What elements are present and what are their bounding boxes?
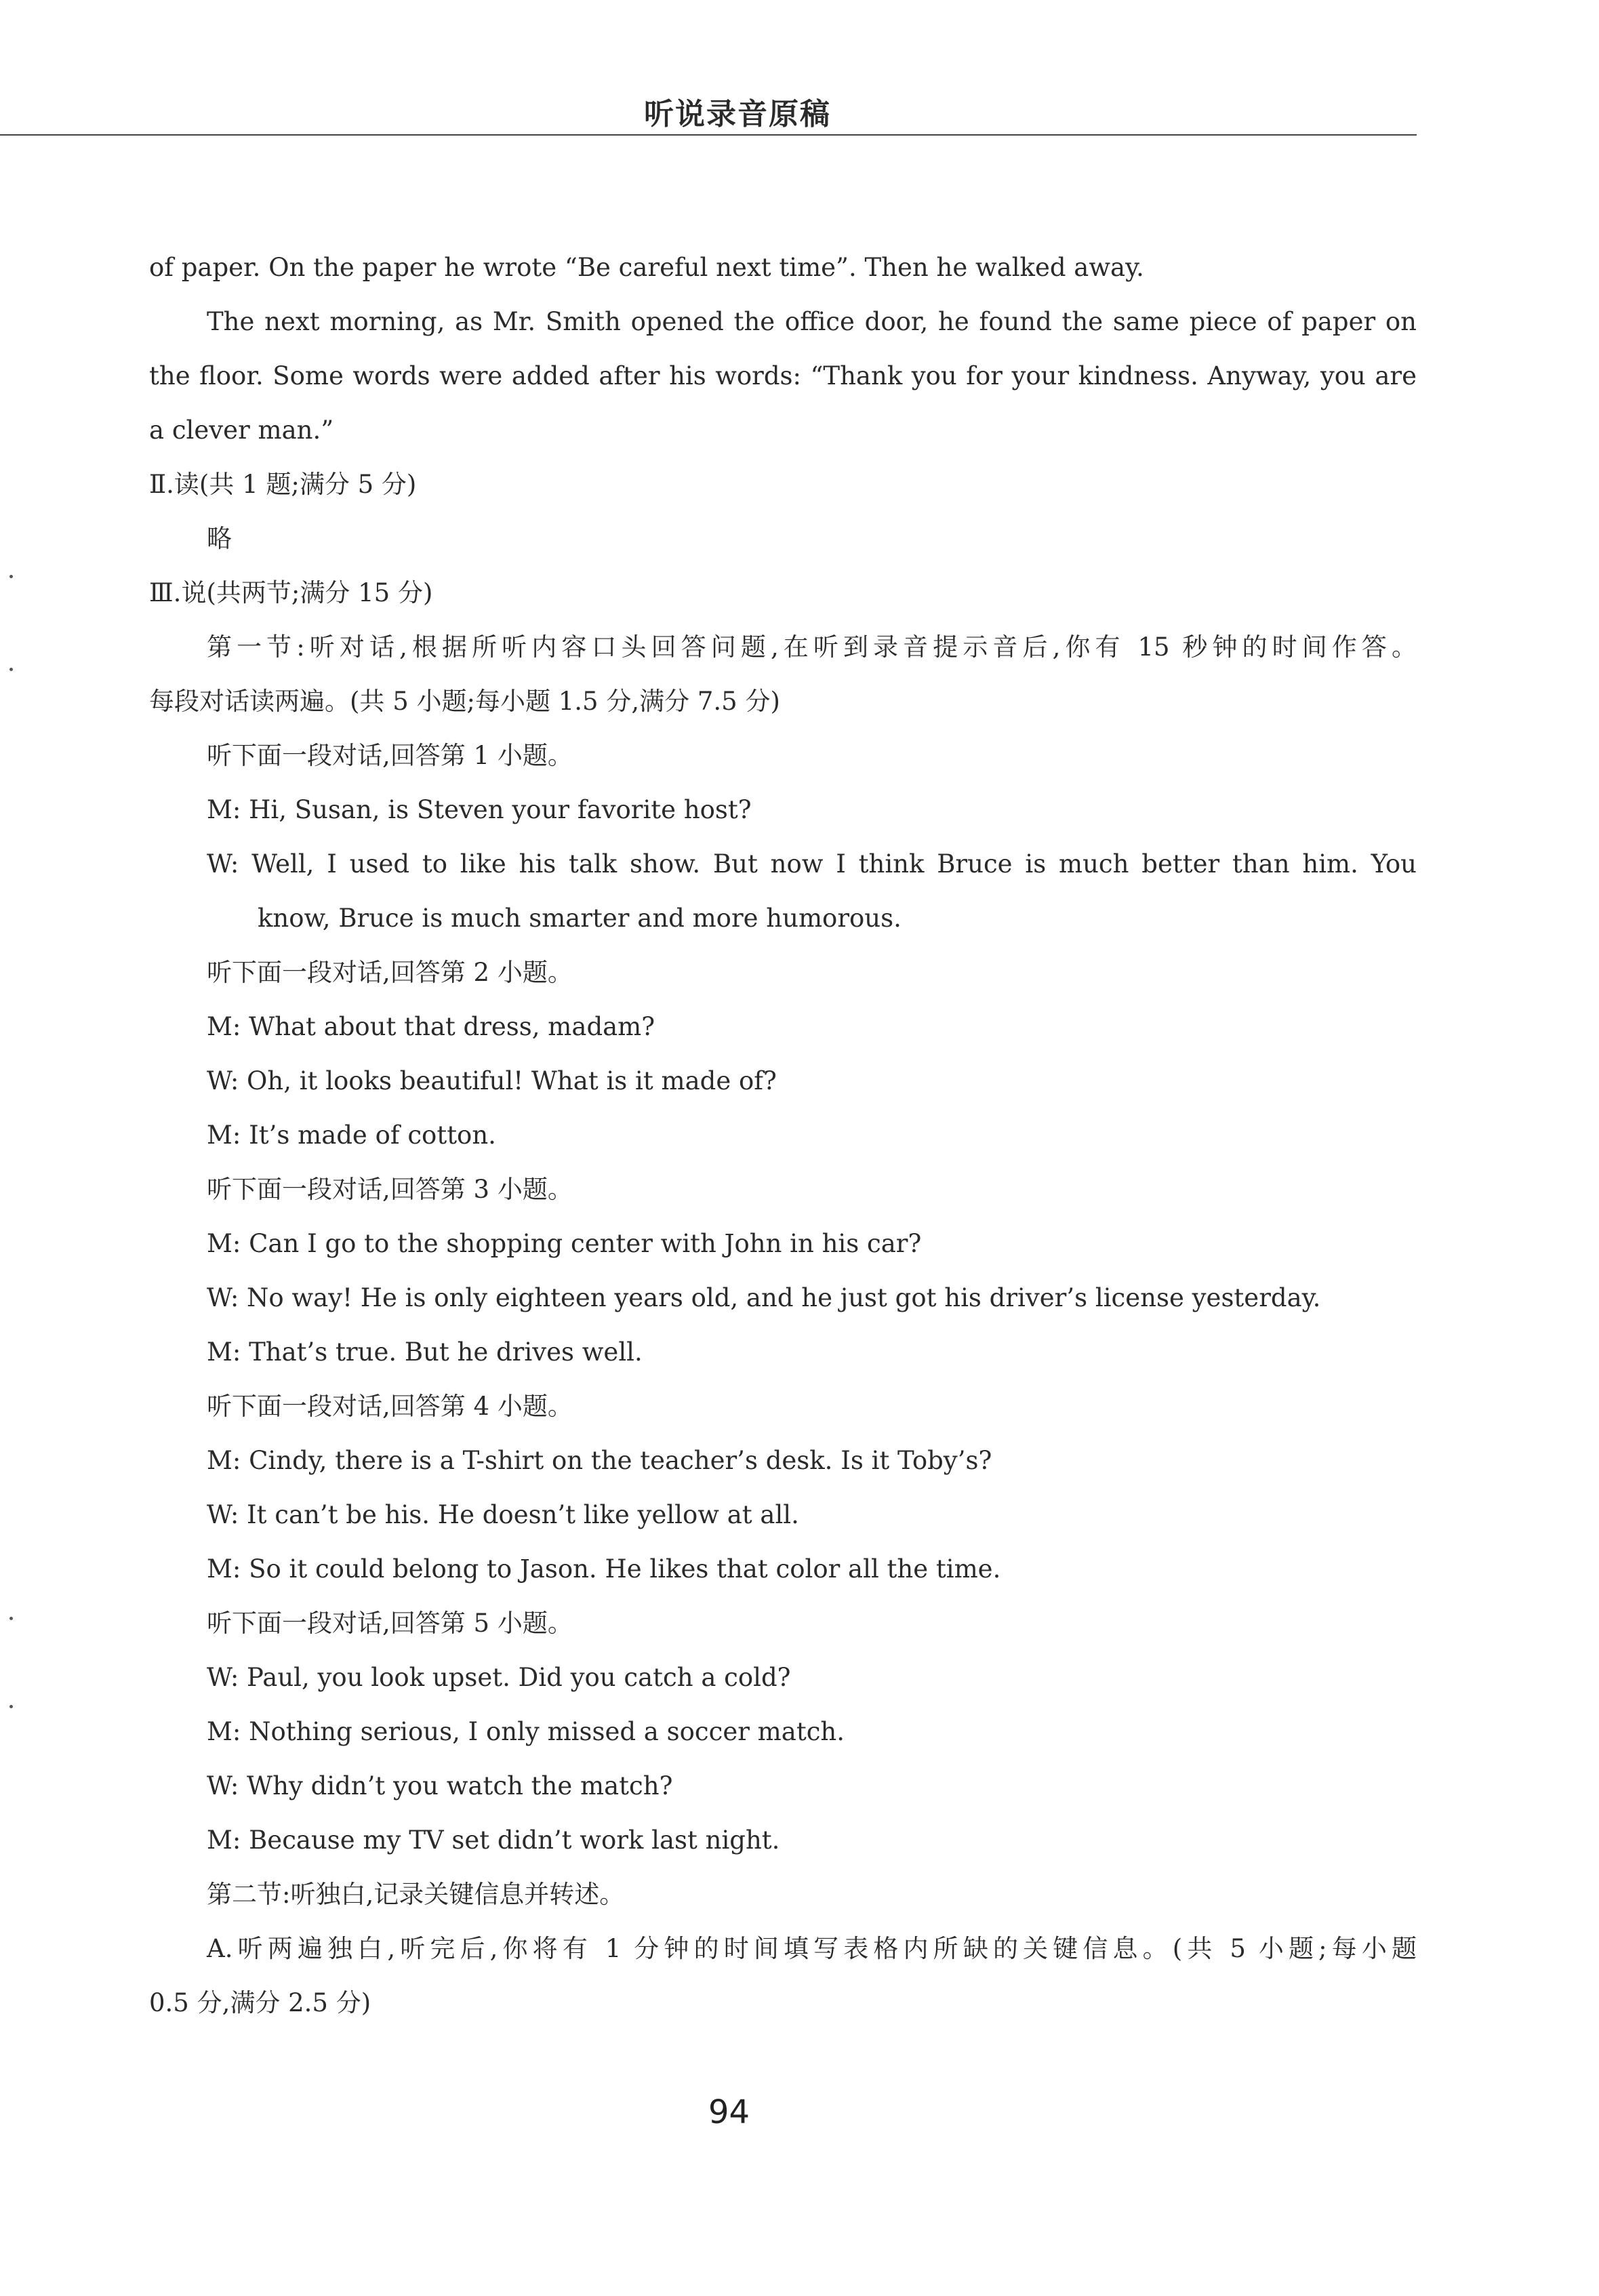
page-number-value: 94 [708, 2093, 750, 2131]
dialogue-intro: 听下面一段对话,回答第 3 小题。 [207, 1175, 573, 1204]
dialogue-line: know, Bruce is much smarter and more humorous. [258, 904, 902, 933]
header-title: 听说录音原稿 [644, 97, 831, 132]
dialogue-line: M: It’s made of cotton. [207, 1121, 496, 1150]
text-line: The next morning, as Mr. Smith opened the office door, he found the same piece of paper on [207, 307, 1417, 336]
dialogue-intro: 听下面一段对话,回答第 2 小题。 [207, 958, 573, 987]
text-line: of paper. On the paper he wrote “Be careful next time”. Then he walked away. [149, 253, 1144, 282]
document-body [149, 241, 1417, 2030]
dialogue-line: M: What about that dress, madam? [207, 1012, 655, 1041]
text-line: 略 [207, 524, 232, 553]
dialogue-line: M: Hi, Susan, is Steven your favorite host? [207, 795, 752, 824]
dialogue-line: M: Cindy, there is a T-shirt on the teacher’s desk. Is it Toby’s? [207, 1446, 992, 1475]
section-heading-read: Ⅱ.读(共 1 题;满分 5 分) [149, 470, 417, 499]
dialogue-line: M: Nothing serious, I only missed a soccer match. [207, 1717, 845, 1746]
dialogue-line: W: Oh, it looks beautiful! What is it made of? [207, 1066, 777, 1095]
margin-mark [9, 1617, 13, 1620]
margin-mark [9, 668, 13, 671]
section-heading-speak: Ⅲ.说(共两节;满分 15 分) [149, 578, 433, 607]
instruction-line: 第一节:听对话,根据所听内容口头回答问题,在听到录音提示音后,你有 15 秒钟的时间作答。 [207, 632, 1417, 662]
text-line: the floor. Some words were added after his words: “Thank you for your kindness. Anyway, you are [149, 361, 1417, 390]
instruction-line: 每段对话读两遍。(共 5 小题;每小题 1.5 分,满分 7.5 分) [149, 687, 780, 716]
dialogue-line: W: Well, I used to like his talk show. But now I think Bruce is much better than him. You [207, 849, 1417, 879]
text-line: a clever man.” [149, 416, 334, 445]
instruction-line: A.听两遍独白,听完后,你将有 1 分钟的时间填写表格内所缺的关键信息。(共 5 小题;每小题 [207, 1934, 1417, 1963]
section-two-heading: 第二节:听独白,记录关键信息并转述。 [207, 1880, 625, 1909]
dialogue-line: W: No way! He is only eighteen years old, and he just got his driver’s license yesterday. [207, 1283, 1321, 1312]
dialogue-line: W: Why didn’t you watch the match? [207, 1771, 673, 1800]
margin-mark [9, 575, 13, 578]
dialogue-line: W: It can’t be his. He doesn’t like yellow at all. [207, 1500, 799, 1529]
margin-mark [9, 1705, 13, 1708]
header-rule [0, 134, 1417, 136]
dialogue-intro: 听下面一段对话,回答第 5 小题。 [207, 1609, 573, 1638]
dialogue-intro: 听下面一段对话,回答第 4 小题。 [207, 1392, 573, 1421]
dialogue-line: M: So it could belong to Jason. He likes that color all the time. [207, 1554, 1001, 1584]
instruction-line: 0.5 分,满分 2.5 分) [149, 1988, 371, 2017]
dialogue-line: M: That’s true. But he drives well. [207, 1337, 643, 1367]
dialogue-intro: 听下面一段对话,回答第 1 小题。 [207, 741, 573, 770]
dialogue-line: M: Because my TV set didn’t work last night. [207, 1826, 780, 1855]
dialogue-line: W: Paul, you look upset. Did you catch a cold? [207, 1663, 791, 1692]
dialogue-line: M: Can I go to the shopping center with John in his car? [207, 1229, 922, 1258]
